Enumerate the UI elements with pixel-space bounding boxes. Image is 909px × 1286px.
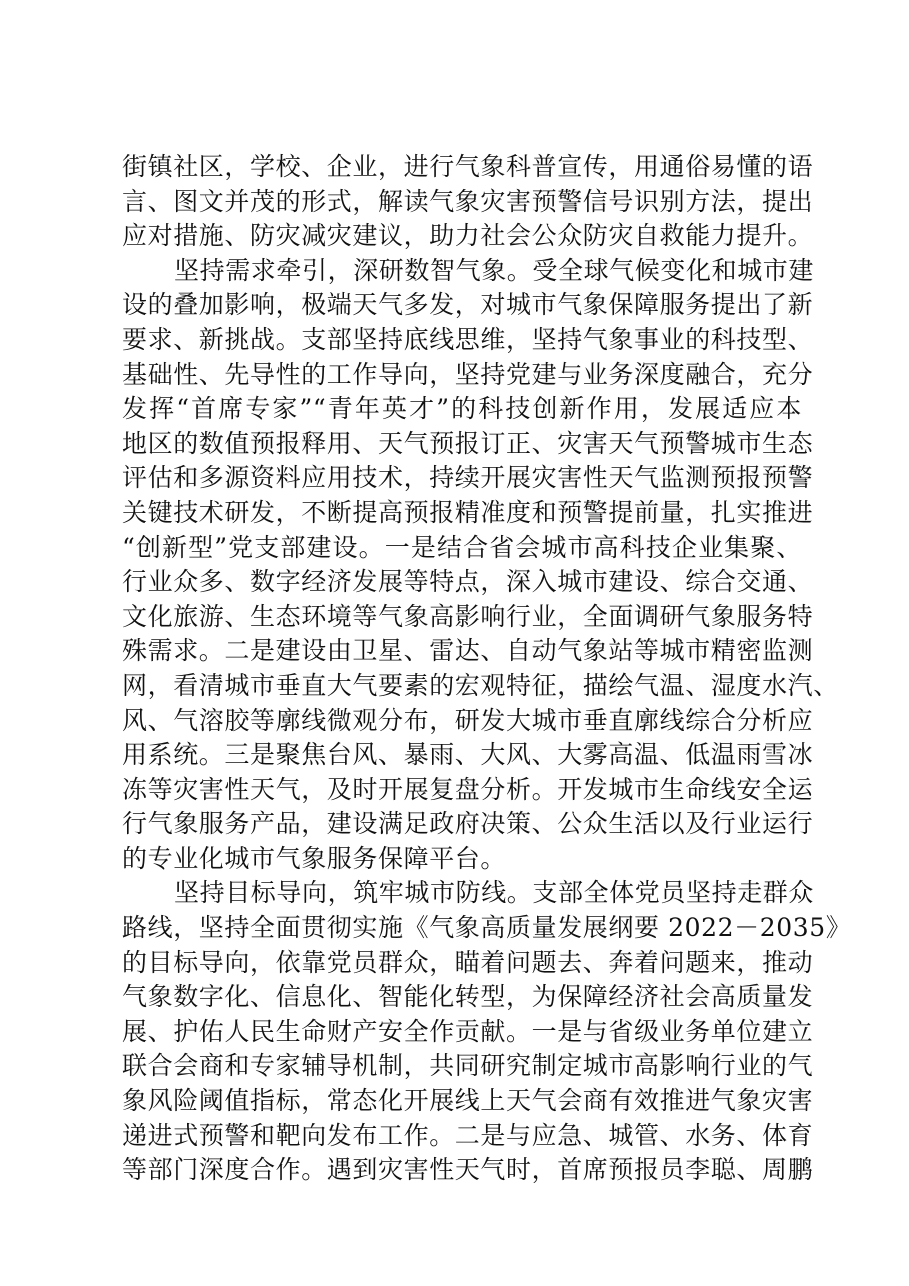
paragraph-2-line-2: 设的叠加影响，极端天气多发，对城市气象保障服务提出了新 xyxy=(122,290,814,320)
paragraph-2-line-11: 文化旅游、生态环境等气象高影响行业，全面调研气象服务特 xyxy=(122,601,814,631)
body-text xyxy=(122,150,852,1188)
paragraph-3-line-5: 展、护佑人民生命财产安全作贡献。一是与省级业务单位建立 xyxy=(122,1016,814,1046)
paragraph-2-line-12: 殊需求。二是建设由卫星、雷达、自动气象站等城市精密监测 xyxy=(122,636,814,666)
paragraph-3-line-7: 象风险阈值指标，常态化开展线上天气会商有效推进气象灾害 xyxy=(122,1086,814,1116)
paragraph-3-line-3: 的目标导向，依靠党员群众，瞄着问题去、奔着问题来，推动 xyxy=(122,947,814,977)
paragraph-3-line-6: 联合会商和专家辅导机制，共同研究制定城市高影响行业的气 xyxy=(122,1051,814,1081)
paragraph-2-line-7: 评估和多源资料应用技术，持续开展灾害性天气监测预报预警 xyxy=(122,463,814,493)
paragraph-2-line-10: 行业众多、数字经济发展等特点，深入城市建设、综合交通、 xyxy=(122,567,814,597)
paragraph-1-line-1: 街镇社区，学校、企业，进行气象科普宣传，用通俗易懂的语 xyxy=(122,152,814,181)
paragraph-3-line-1: 坚持目标导向，筑牢城市防线。支部全体党员坚持走群众 xyxy=(174,878,815,908)
paragraph-2-line-4: 基础性、先导性的工作导向，坚持党建与业务深度融合，充分 xyxy=(122,359,814,389)
paragraph-2-line-15: 用系统。三是聚焦台风、暴雨、大风、大雾高温、低温雨雪冰 xyxy=(122,740,814,770)
paragraph-2-line-13: 网，看清城市垂直大气要素的宏观特征，描绘气温、湿度水汽、 xyxy=(122,670,839,700)
paragraph-2-line-3: 要求、新挑战。支部坚持底线思维，坚持气象事业的科技型、 xyxy=(122,324,814,354)
paragraph-3-line-4: 气象数字化、信息化、智能化转型，为保障经济社会高质量发 xyxy=(122,982,814,1012)
paragraph-2-line-9: “创新型”党支部建设。一是结合省会城市高科技企业集聚、 xyxy=(122,532,802,562)
paragraph-2-line-16: 冻等灾害性天气，及时开展复盘分析。开发城市生命线安全运 xyxy=(122,774,814,804)
paragraph-3-line-8: 递进式预警和靶向发布工作。二是与应急、城管、水务、体育 xyxy=(122,1120,814,1150)
paragraph-2-line-17: 行气象服务产品，建设满足政府决策、公众生活以及行业运行 xyxy=(122,809,814,839)
paragraph-2-line-5: 发挥“首席专家”“青年英才”的科技创新作用，发展适应本 xyxy=(122,394,802,424)
paragraph-2-line-6: 地区的数值预报释用、天气预报订正、灾害天气预警城市生态 xyxy=(122,428,814,458)
paragraph-2-line-14: 风、气溶胶等廓线微观分布，研发大城市垂直廓线综合分析应 xyxy=(122,705,814,735)
paragraph-2-line-1: 坚持需求牵引，深研数智气象。受全球气候变化和城市建 xyxy=(174,255,815,285)
paragraph-2-line-8: 关键技术研发，不断提高预报精准度和预警提前量，扎实推进 xyxy=(122,497,814,527)
paragraph-3-line-2: 路线，坚持全面贯彻实施《气象高质量发展纲要 2022－2035》 xyxy=(122,913,852,943)
paragraph-3-line-9: 等部门深度合作。遇到灾害性天气时，首席预报员李聪、周鹏 xyxy=(122,1155,814,1185)
paragraph-1-line-3: 应对措施、防灾减灾建议，助力社会公众防灾自救能力提升。 xyxy=(122,221,814,251)
paragraph-2-line-18: 的专业化城市气象服务保障平台。 xyxy=(122,843,507,873)
paragraph-1-line-2: 言、图文并茂的形式，解读气象灾害预警信号识别方法，提出 xyxy=(122,186,814,216)
